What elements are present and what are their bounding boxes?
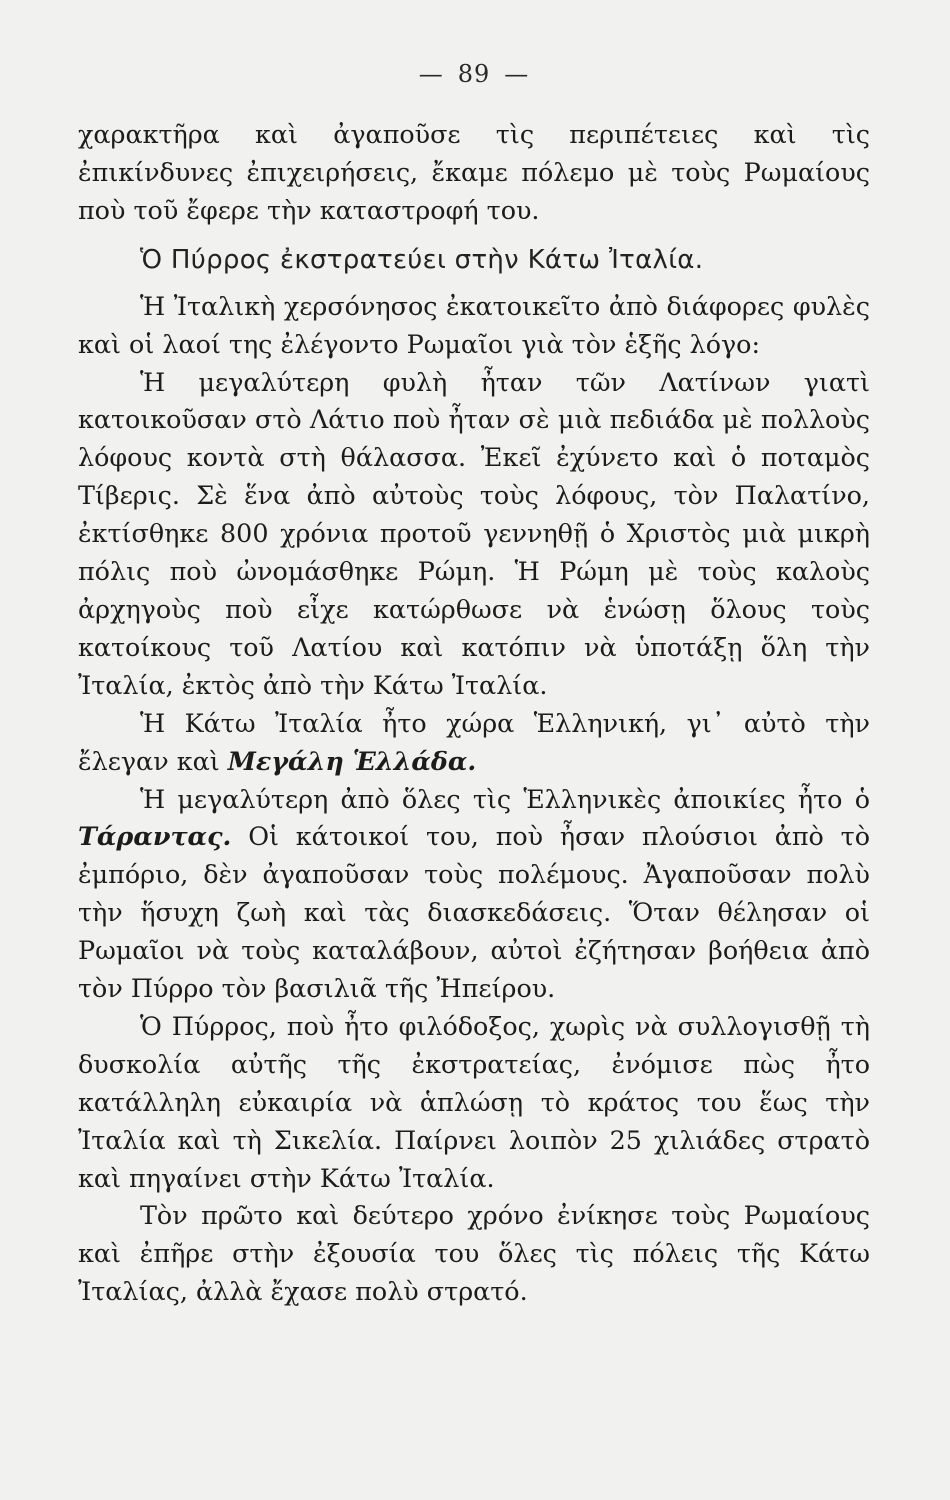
paragraph-pyrrhus-victories: Τὸν πρῶτο καὶ δεύτερο χρόνο ἐνίκησε τοὺς Ρωμαίους καὶ ἐπῆρε στὴν ἐξουσία του ὅλες τὶς πόλεις τῆς Κάτω Ἰταλίας, ἀλλὰ ἔχασε πολὺ στρατό. (78, 1200, 870, 1307)
paragraph-tarantas (78, 781, 870, 1008)
emphasis-tarantas: Τάραντας. (78, 821, 232, 852)
section-heading: Ὁ Πύρρος ἐκστρατεύει στὴν Κάτω Ἰταλία. (140, 244, 704, 275)
page-number-value: 89 (457, 60, 491, 88)
paragraph-lower-italy (78, 705, 870, 781)
emphasis-megali-ellada: Μεγάλη Ἑλλάδα. (227, 745, 477, 776)
paragraph-lower-italy-text: Ἡ Κάτω Ἰταλία ἦτο χώρα Ἑλληνική, γι᾿ αὐτὸ τὴν ἔλεγαν καὶ (78, 707, 870, 776)
paragraph-latins: Ἡ μεγαλύτερη φυλὴ ἦταν τῶν Λατίνων γιατὶ κατοικοῦσαν στὸ Λάτιο ποὺ ἦταν σὲ μιὰ πεδιάδα μὲ πολλοὺς λόφους κοντὰ στὴ θάλασσα. Ἐκεῖ ἐχύνετο καὶ ὁ ποταμὸς Τίβερις. Σὲ ἕνα ἀπὸ αὐτοὺς τοὺς λόφους, τὸν Παλατίνο, ἐκτίσθηκε 800 χρόνια προτοῦ γεννηθῇ ὁ Χριστὸς μιὰ μικρὴ πόλις ποὺ ὠνομάσθηκε Ρώμη. Ἡ Ρώμη μὲ τοὺς καλοὺς ἀρχηγοὺς ποὺ εἶχε κατώρθωσε νὰ ἑνώσῃ ὅλους τοὺς κατοίκους τοῦ Λατίου καὶ κατόπιν νὰ ὑποτάξῃ ὅλη τὴν Ἰταλία, ἐκτὸς ἀπὸ τὴν Κάτω Ἰταλία. (78, 366, 870, 700)
paragraph-continuation: χαρακτῆρα καὶ ἀγαποῦσε τὶς περιπέτειες καὶ τὶς ἐπικίνδυνες ἐπιχειρήσεις, ἔκαμε πόλεμο μὲ τοὺς Ρωμαίους ποὺ τοῦ ἔφερε τὴν καταστροφή του. (78, 119, 870, 225)
page-number (78, 60, 870, 88)
paragraph-italian-peninsula: Ἡ Ἰταλικὴ χερσόνησος ἐκατοικεῖτο ἀπὸ διάφορες φυλὲς καὶ οἱ λαοί της ἐλέγοντο Ρωμαῖοι γιὰ τὸν ἑξῆς λόγο: (78, 290, 870, 359)
paragraph-tarantas-text-end: Οἱ κάτοικοί του, ποὺ ἦσαν πλούσιοι ἀπὸ τὸ ἐμπόριο, δὲν ἀγαποῦσαν τοὺς πολέμους. Ἀγαποῦσαν πολὺ τὴν ἥσυχη ζωὴ καὶ τὰς διασκεδάσεις. Ὅταν θέλησαν οἱ Ρωμαῖοι νὰ τοὺς καταλάβουν, αὐτοὶ ἐζήτησαν βοήθεια ἀπὸ τὸν Πύρρο τὸν βασιλιᾶ τῆς Ἠπείρου. (78, 821, 870, 1004)
page-number-dash-right: — (504, 60, 530, 88)
paragraph-pyrrhus-ambition: Ὁ Πύρρος, ποὺ ἦτο φιλόδοξος, χωρὶς νὰ συλλογισθῇ τὴ δυσκολία αὐτῆς τῆς ἐκστρατείας, ἐνόμισε πὼς ἦτο κατάλληλη εὐκαιρία νὰ ἁπλώσῃ τὸ κράτος του ἕως τὴν Ἰταλία καὶ τὴ Σικελία. Παίρνει λοιπὸν 25 χιλιάδες στρατὸ καὶ πηγαίνει στὴν Κάτω Ἰταλία. (78, 1010, 870, 1193)
paragraph-tarantas-text-start: Ἡ μεγαλύτερη ἀπὸ ὅλες τὶς Ἑλληνικὲς ἀποικίες ἦτο ὁ (140, 783, 870, 814)
page-number-dash-left: — (418, 60, 444, 88)
